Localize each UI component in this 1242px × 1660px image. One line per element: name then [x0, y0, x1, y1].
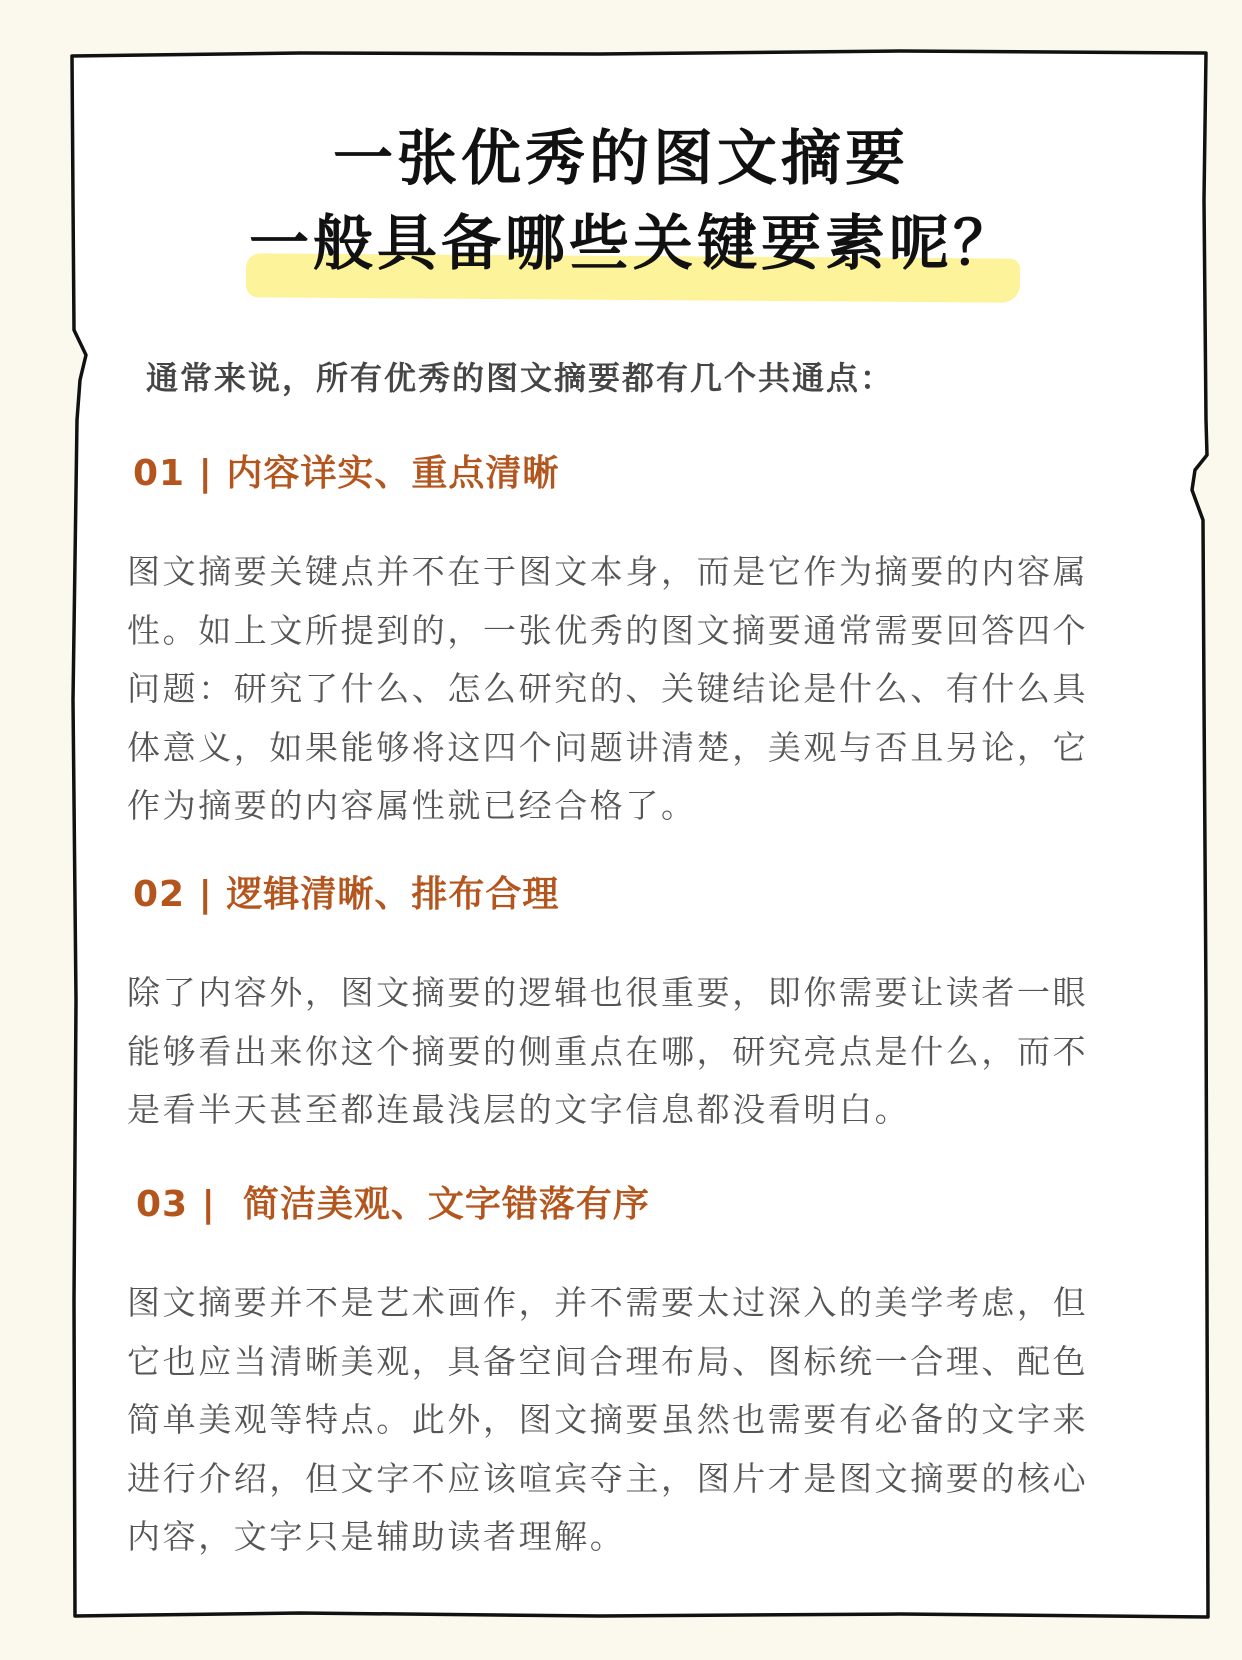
text-line: 能够看出来你这个摘要的侧重点在哪，研究亮点是什么，而不 — [127, 1031, 1089, 1071]
section-body-02 — [127, 964, 1088, 1140]
text-line: 简单美观等特点。此外，图文摘要虽然也需要有必备的文字来 — [127, 1400, 1089, 1439]
text-line: 性。如上文所提到的，一张优秀的图文摘要通常需要回答四个 — [127, 610, 1089, 650]
text-line: 进行介绍，但文字不应该喧宾夺主，图片才是图文摘要的核心 — [127, 1458, 1089, 1498]
text-line: 问题：研究了什么、怎么研究的、关键结论是什么、有什么具 — [127, 669, 1089, 708]
section-body-01 — [127, 543, 1088, 836]
section-body-03 — [127, 1274, 1088, 1567]
text-line: 体意义，如果能够将这四个问题讲清楚，美观与否且另论，它 — [127, 727, 1089, 767]
text-line: 是看半天甚至都连最浅层的文字信息都没看明白。 — [127, 1090, 911, 1129]
page-title-line1: 一张优秀的图文摘要 — [333, 124, 909, 194]
section-heading-03: 03 | 简洁美观、文字错落有序 — [136, 1184, 650, 1225]
section-heading-02: 02 | 逻辑清晰、排布合理 — [133, 874, 560, 915]
page-title-line2: 一般具备哪些关键要素呢？ — [249, 209, 1017, 279]
text-line: 内容，文字只是辅助读者理解。 — [127, 1517, 626, 1556]
section-heading-01: 01 | 内容详实、重点清晰 — [133, 453, 560, 494]
text-line: 它也应当清晰美观，具备空间合理布局、图标统一合理、配色 — [127, 1341, 1089, 1381]
text-line: 图文摘要并不是艺术画作，并不需要太过深入的美学考虑，但 — [127, 1283, 1089, 1322]
text-line: 除了内容外，图文摘要的逻辑也很重要，即你需要让读者一眼 — [127, 973, 1089, 1012]
intro-text: 通常来说，所有优秀的图文摘要都有几个共通点： — [146, 359, 895, 397]
text-line: 作为摘要的内容属性就已经合格了。 — [127, 786, 697, 825]
text-line: 图文摘要关键点并不在于图文本身，而是它作为摘要的内容属 — [127, 552, 1089, 591]
